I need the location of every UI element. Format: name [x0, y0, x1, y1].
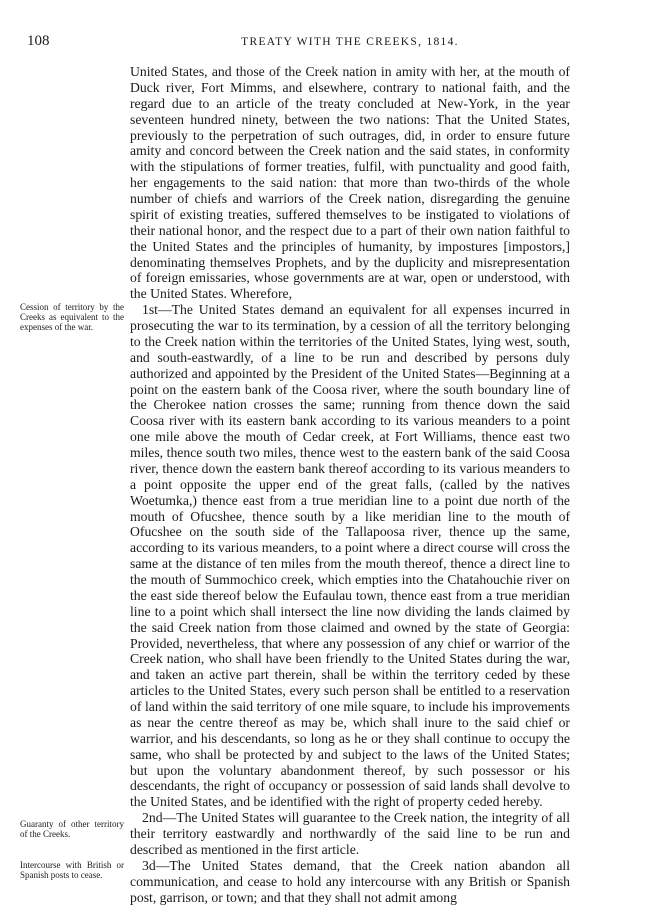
page-number: 108 [27, 33, 50, 49]
margin-note-guaranty: Guaranty of other territory of the Creeks. [20, 819, 124, 839]
treaty-body [130, 64, 570, 905]
running-head: TREATY WITH THE CREEKS, 1814. [241, 36, 459, 48]
paragraph-article-1: 1st—The United States demand an equivalent for all expenses incurred in prosecuting the war to its termination, by a cession of all the territory belonging to the Creek nation within the territories of the United States, lying west, south, and south-eastwardly, of a line to be run and described by persons duly authorized and appointed by the President of the United States—Beginning at a point on the eastern bank of the Coosa river, where the south boundary line of the Cherokee nation crosses the same; running from thence down the said Coosa river with its eastern bank according to its various meanders to a point one mile above the mouth of Cedar creek, at Fort Williams, thence east two miles, thence south two miles, thence west to the eastern bank of the said Coosa river, thence down the eastern bank thereof according to its various meanders to a point opposite the upper end of the great falls, (called by the natives Woetumka,) thence east from a true meridian line to a point due north of the mouth of Ofucshee, thence south by a like meridian line to the mouth of Ofucshee on the south side of the Tallapoosa river, thence up the same, according to its various meanders, to a point where a direct course will cross the same at the distance of ten miles from the mouth thereof, thence a direct line to the mouth of Summochico creek, which empties into the Chatahouchie river on the east side thereof below the Eufaulau town, thence east from a true meridian line to a point which shall intersect the line now dividing the lands claimed by the said Creek nation from those claimed and owned by the state of Georgia: Provided, nevertheless, that where any possession of any chief or warrior of the Creek nation, who shall have been friendly to the United States during the war, and taken an active part therein, shall be within the territory ceded by these articles to the United States, every such person shall be entitled to a reservation of land within the said territory of one mile square, to include his improvements as near the centre thereof as may be, which shall inure to the said chief or warrior, and his descendants, so long as he or they shall continue to occupy the same, who shall be protected by and subject to the laws of the United States; but upon the voluntary abandonment thereof, by such possessor or his descendants, the right of occupancy or possession of said lands shall devolve to the United States, and be identified with the right of property ceded hereby. [130, 302, 570, 810]
paragraph-article-2: 2nd—The United States will guarantee to the Creek nation, the integrity of all their territory eastwardly and northwardly of the said line to be run and described as mentioned in the first article. [130, 810, 570, 857]
margin-note-cession: Cession of territory by the Creeks as equivalent to the expenses of the war. [20, 302, 124, 332]
paragraph-article-3: 3d—The United States demand, that the Creek nation abandon all communication, and cease to hold any intercourse with any British or Spanish post, garrison, or town; and that they shall not admit among [130, 857, 570, 905]
margin-note-intercourse: Intercourse with British or Spanish posts to cease. [20, 860, 124, 880]
paragraph-preamble-continuation: United States, and those of the Creek nation in amity with her, at the mouth of Duck river, Fort Mimms, and elsewhere, contrary to national faith, and the regard due to an article of the treaty concluded at New-York, in the year seventeen hundred ninety, between the two nations: That the United States, previously to the perpetration of such outrages, did, in order to ensure future amity and concord between the Creek nation and the said states, in conformity with the stipulations of former treaties, fulfil, with punctuality and good faith, her engagements to the said nation: that more than two-thirds of the whole number of chiefs and warriors of the Creek nation, disregarding the genuine spirit of existing treaties, suffered themselves to be instigated to violations of their national honor, and the respect due to a part of their own nation faithful to the United States and the principles of humanity, by impostures [impostors,] denominating themselves Prophets, and by the duplicity and misrepresentation of foreign emissaries, whose governments are at war, open or understood, with the United States. Wherefore, [130, 64, 570, 302]
